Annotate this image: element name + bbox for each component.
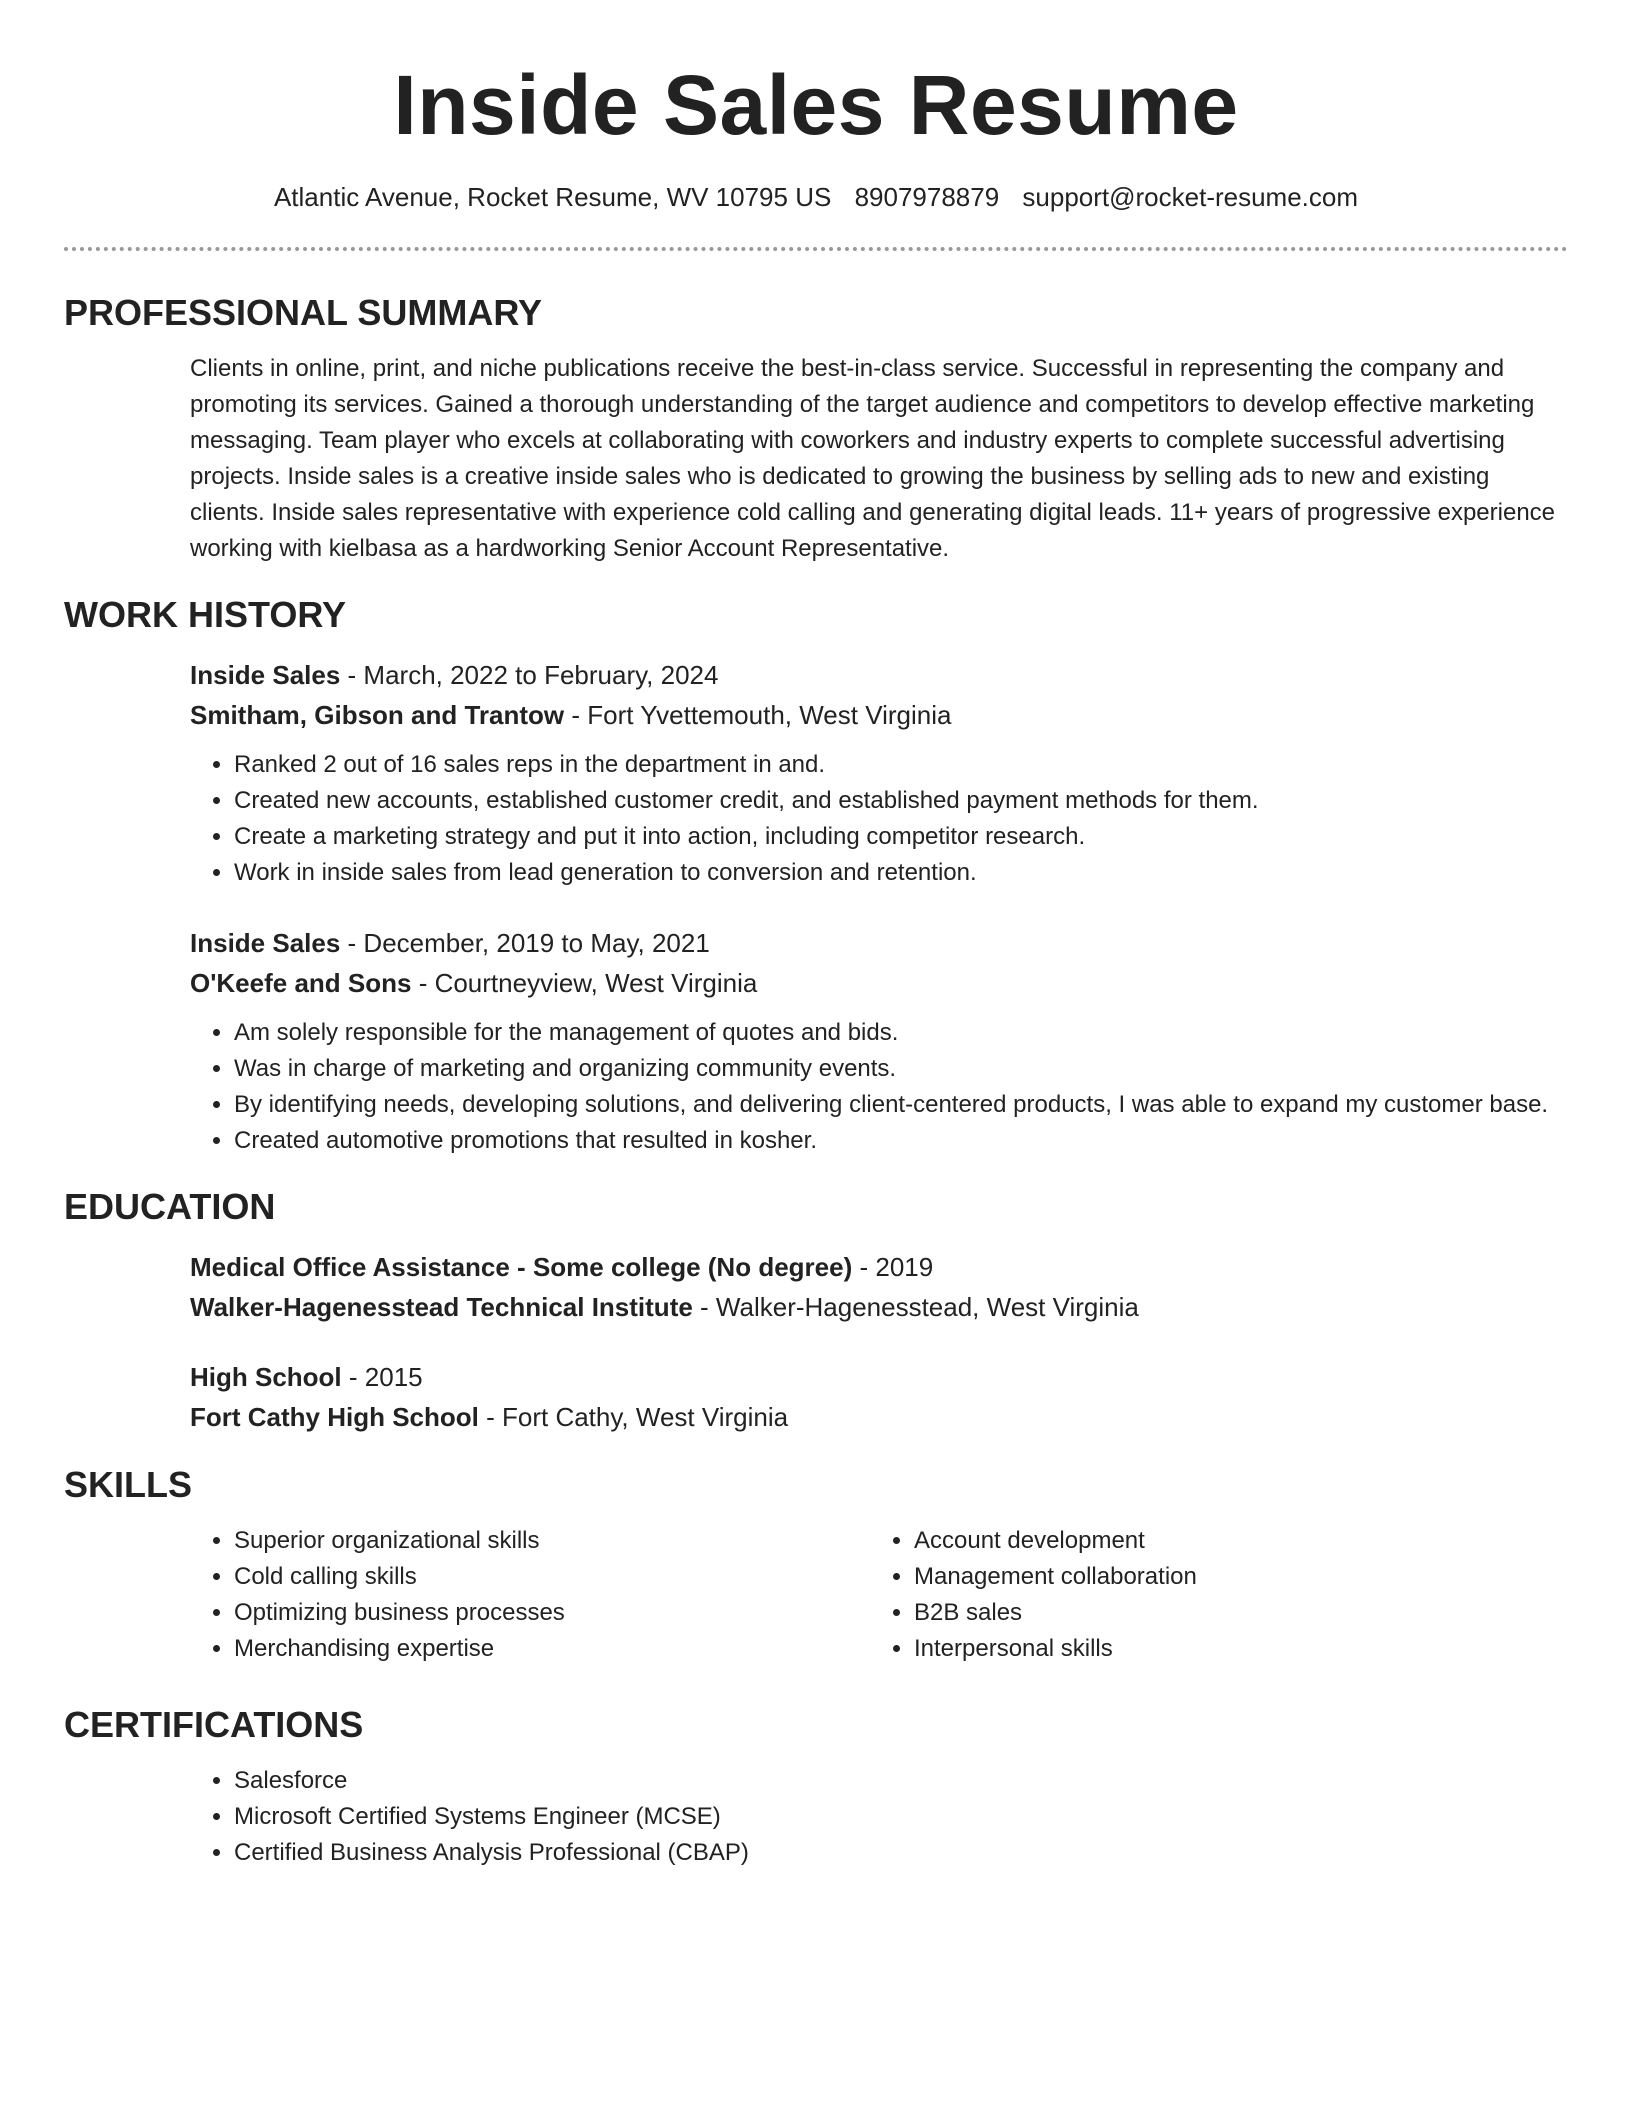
- certifications-heading: CERTIFICATIONS: [64, 1704, 364, 1745]
- job-company: Smitham, Gibson and Trantow: [190, 700, 565, 730]
- education-degree: High School: [190, 1362, 342, 1392]
- job-bullet: • Created new accounts, established customer credit, and established payment methods for them.: [234, 783, 1568, 819]
- job-title-line: [190, 655, 1568, 695]
- education-school: Fort Cathy High School: [190, 1402, 479, 1432]
- contact-email: support@rocket-resume.com: [1022, 182, 1359, 212]
- skill-item: • Cold calling skills: [234, 1559, 870, 1595]
- job-title: Inside Sales: [190, 928, 341, 958]
- skill-item: • B2B sales: [914, 1595, 1550, 1631]
- job-entry: [190, 655, 1568, 891]
- certifications-section: [190, 1763, 1568, 1871]
- job-title: Inside Sales: [190, 660, 341, 690]
- education-school: Walker-Hagenesstead Technical Institute: [190, 1292, 693, 1322]
- education-entry: [190, 1247, 1568, 1327]
- summary-heading: PROFESSIONAL SUMMARY: [64, 292, 543, 333]
- job-dates: - December, 2019 to May, 2021: [340, 928, 710, 958]
- contact-address: Atlantic Avenue, Rocket Resume, WV 10795 US: [273, 182, 832, 212]
- education-location: - Walker-Hagenesstead, West Virginia: [692, 1292, 1139, 1322]
- work-section: [190, 655, 1568, 1159]
- skill-item: • Merchandising expertise: [234, 1631, 870, 1667]
- job-entry: [190, 923, 1568, 1159]
- skills-column-left: [190, 1523, 870, 1667]
- certifications-list: [190, 1763, 1568, 1871]
- skill-item: • Account development: [914, 1523, 1550, 1559]
- resume-title: Inside Sales Resume: [393, 58, 1239, 152]
- certification-item: • Certified Business Analysis Professional (CBAP): [234, 1835, 1568, 1871]
- job-dates: - March, 2022 to February, 2024: [340, 660, 719, 690]
- job-title-line: [190, 923, 1568, 963]
- education-year: - 2019: [852, 1252, 934, 1282]
- education-degree-line: [190, 1247, 1568, 1287]
- header-divider: [64, 247, 1568, 251]
- skill-item: • Superior organizational skills: [234, 1523, 870, 1559]
- education-year: - 2015: [341, 1362, 423, 1392]
- education-entry: [190, 1357, 1568, 1437]
- summary-section: [190, 351, 1568, 567]
- skills-heading: SKILLS: [64, 1464, 193, 1505]
- job-location: - Courtneyview, West Virginia: [411, 968, 758, 998]
- skill-item: • Interpersonal skills: [914, 1631, 1550, 1667]
- contact-line: [64, 180, 1568, 214]
- education-heading: EDUCATION: [64, 1186, 276, 1227]
- job-bullet: • Was in charge of marketing and organizing community events.: [234, 1051, 1568, 1087]
- certification-item: • Microsoft Certified Systems Engineer (MCSE): [234, 1799, 1568, 1835]
- education-degree-line: [190, 1357, 1568, 1397]
- job-bullet: • By identifying needs, developing solutions, and delivering client-centered products, I was able to expand my customer base.: [234, 1087, 1568, 1123]
- resume-page: [64, 0, 1568, 1871]
- education-section: [190, 1247, 1568, 1437]
- job-bullet: • Created automotive promotions that resulted in kosher.: [234, 1123, 1568, 1159]
- job-company: O'Keefe and Sons: [190, 968, 412, 998]
- skills-list: [190, 1523, 870, 1667]
- contact-phone: 8907978879: [854, 182, 1000, 212]
- skills-section: [190, 1523, 1568, 1667]
- job-bullet: • Create a marketing strategy and put it into action, including competitor research.: [234, 819, 1568, 855]
- education-school-line: [190, 1397, 1568, 1437]
- job-bullets: [190, 747, 1568, 891]
- job-bullet: • Work in inside sales from lead generation to conversion and retention.: [234, 855, 1568, 891]
- job-bullets: [190, 1015, 1568, 1159]
- education-location: - Fort Cathy, West Virginia: [478, 1402, 789, 1432]
- job-bullet: • Am solely responsible for the management of quotes and bids.: [234, 1015, 1568, 1051]
- job-bullet: • Ranked 2 out of 16 sales reps in the department in and.: [234, 747, 1568, 783]
- skill-item: • Optimizing business processes: [234, 1595, 870, 1631]
- education-degree: Medical Office Assistance - Some college (No degree): [190, 1252, 853, 1282]
- education-school-line: [190, 1287, 1568, 1327]
- job-company-line: [190, 695, 1568, 735]
- work-heading: WORK HISTORY: [64, 594, 347, 635]
- job-company-line: [190, 963, 1568, 1003]
- skills-list: [870, 1523, 1550, 1667]
- certification-item: • Salesforce: [234, 1763, 1568, 1799]
- skills-column-right: [870, 1523, 1550, 1667]
- skills-grid: [190, 1523, 1568, 1667]
- skill-item: • Management collaboration: [914, 1559, 1550, 1595]
- job-location: - Fort Yvettemouth, West Virginia: [564, 700, 952, 730]
- summary-text: Clients in online, print, and niche publications receive the best-in-class service. Successful in representing the company and promoting its services. Gained a thorough understanding of the target audience and competitors to develop effective marketing messaging. Team player who excels at collaborating with coworkers and industry experts to complete successful advertising projects. Inside sales is a creative inside sales who is dedicated to growing the business by selling ads to new and existing clients. Inside sales representative with experience cold calling and generating digital leads. 11+ years of progressive experience working with kielbasa as a hardworking Senior Account Representative.: [190, 355, 1556, 562]
